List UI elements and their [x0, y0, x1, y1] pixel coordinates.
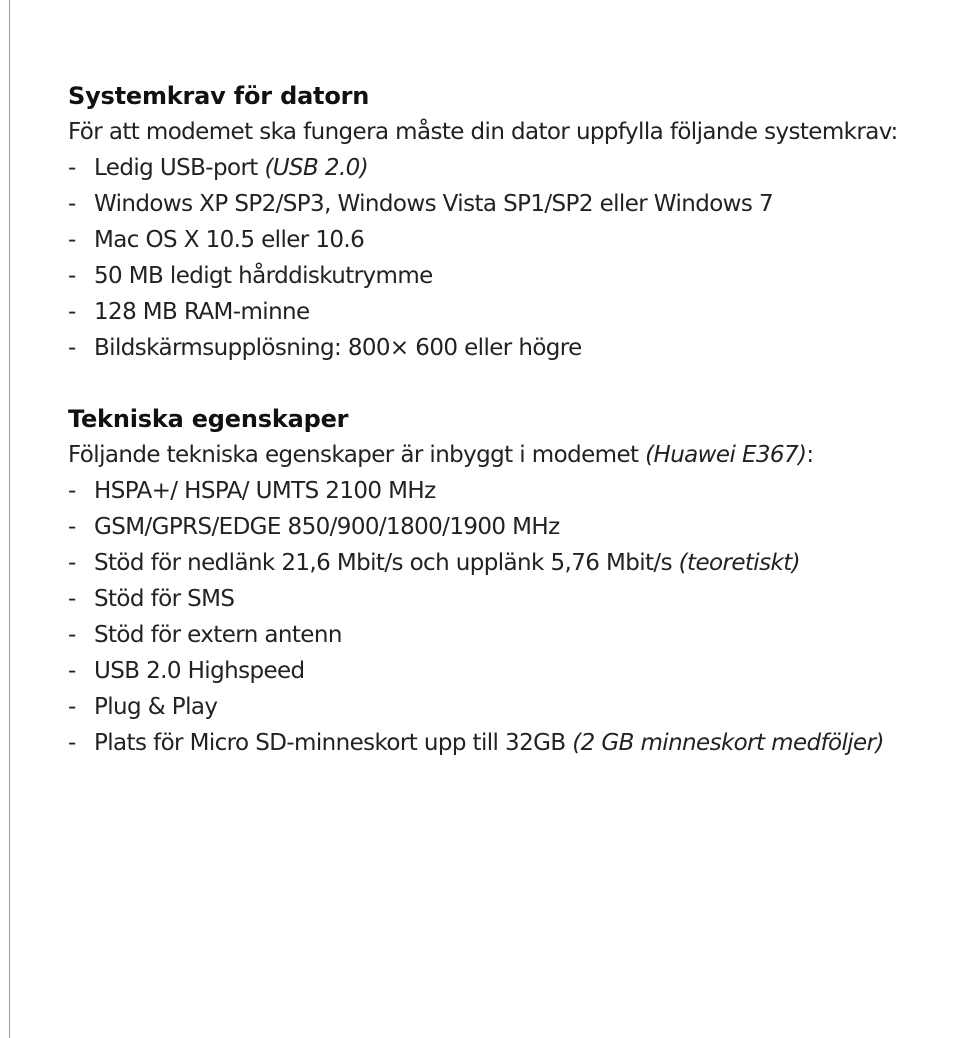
section-title-system-requirements: Systemkrav för datorn [68, 82, 370, 110]
item-text: Mac OS X 10.5 eller 10.6 [94, 227, 365, 253]
item-text: 128 MB RAM-minne [94, 299, 310, 325]
bullet-dash: - [68, 263, 76, 289]
section-intro-technical-features [68, 437, 953, 473]
document-content [68, 78, 953, 761]
item-text: HSPA+/ HSPA/ UMTS 2100 MHz [94, 478, 436, 504]
list-item [68, 186, 953, 222]
bullet-dash: - [68, 155, 76, 181]
bullet-dash: - [68, 191, 76, 217]
item-text: Windows XP SP2/SP3, Windows Vista SP1/SP2 eller Windows 7 [94, 191, 774, 217]
item-text: USB 2.0 Highspeed [94, 658, 305, 684]
item-text: Stöd för SMS [94, 586, 235, 612]
bullet-dash: - [68, 299, 76, 325]
item-text: 50 MB ledigt hårddiskutrymme [94, 263, 433, 289]
bullet-dash: - [68, 658, 76, 684]
list-item [68, 509, 953, 545]
page-left-border [9, 0, 10, 1038]
list-item [68, 294, 953, 330]
section-intro-system-requirements: För att modemet ska fungera måste din dator uppfylla följande systemkrav: [68, 119, 898, 145]
list-item [68, 330, 953, 366]
item-note: (teoretiskt) [678, 550, 800, 576]
list-item [68, 653, 953, 689]
list-item [68, 617, 953, 653]
item-text: Bildskärmsupplösning: 800× 600 eller högre [94, 335, 582, 361]
bullet-dash: - [68, 622, 76, 648]
bullet-dash: - [68, 550, 76, 576]
bullet-dash: - [68, 730, 76, 756]
list-item [68, 689, 953, 725]
list-item [68, 222, 953, 258]
section-spacer [68, 366, 953, 401]
intro-note: (Huawei E367) [645, 442, 807, 468]
bullet-dash: - [68, 227, 76, 253]
list-item [68, 725, 953, 761]
item-text: Stöd för nedlänk 21,6 Mbit/s och upplänk 5,76 Mbit/s [94, 550, 672, 576]
list-item [68, 473, 953, 509]
list-item [68, 258, 953, 294]
item-note: (USB 2.0) [264, 155, 369, 181]
bullet-dash: - [68, 586, 76, 612]
system-requirements-section [68, 78, 953, 366]
item-text: GSM/GPRS/EDGE 850/900/1800/1900 MHz [94, 514, 560, 540]
list-item [68, 545, 953, 581]
item-text: Plug & Play [94, 694, 218, 720]
item-note: (2 GB minneskort medföljer) [572, 730, 884, 756]
technical-features-section [68, 401, 953, 761]
bullet-dash: - [68, 335, 76, 361]
intro-text: Följande tekniska egenskaper är inbyggt i modemet [68, 442, 639, 468]
bullet-dash: - [68, 694, 76, 720]
list-item [68, 581, 953, 617]
bullet-dash: - [68, 478, 76, 504]
section-title-technical-features: Tekniska egenskaper [68, 405, 349, 433]
technical-features-list [68, 473, 953, 761]
item-text: Plats för Micro SD-minneskort upp till 32GB [94, 730, 566, 756]
list-item [68, 150, 953, 186]
intro-suffix: : [806, 442, 814, 468]
bullet-dash: - [68, 514, 76, 540]
system-requirements-list [68, 150, 953, 366]
item-text: Stöd för extern antenn [94, 622, 342, 648]
item-text: Ledig USB-port [94, 155, 258, 181]
